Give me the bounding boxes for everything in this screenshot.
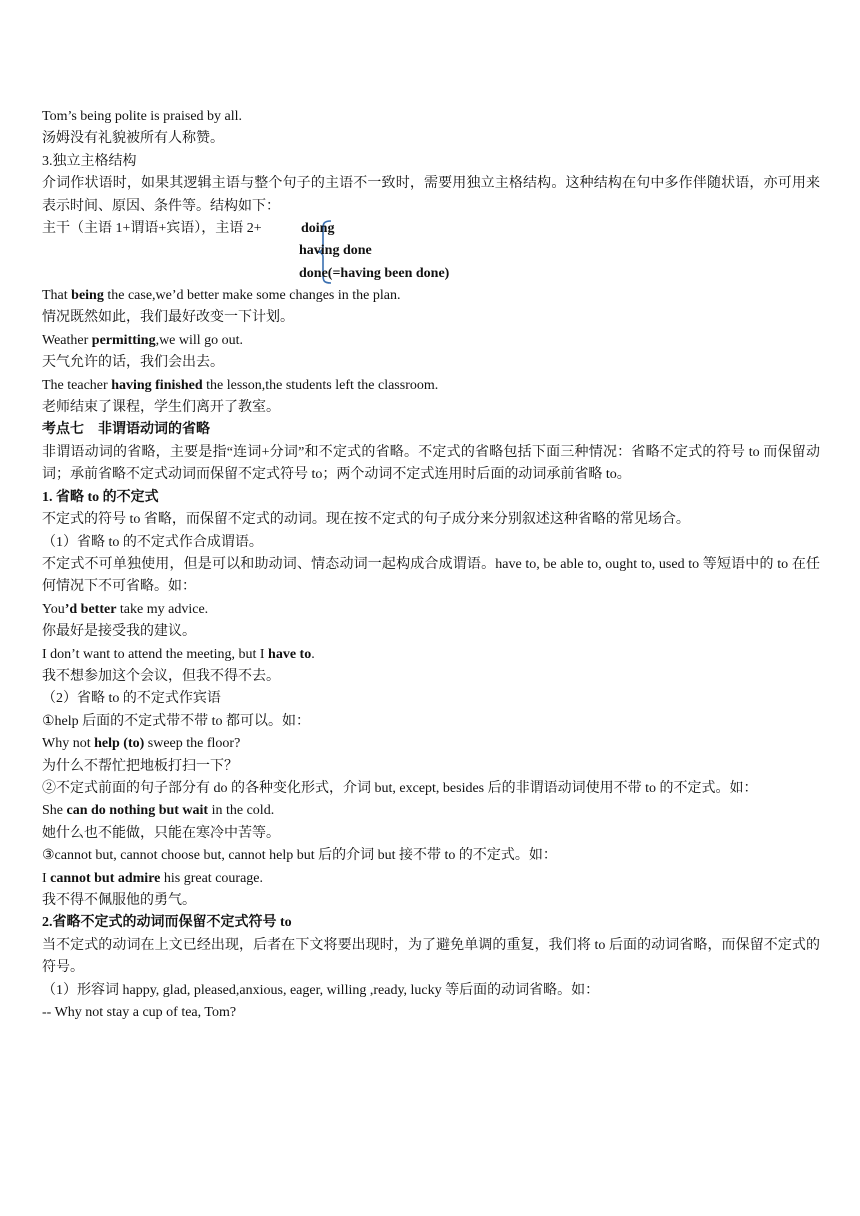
- example-translation: 汤姆没有礼貌被所有人称赞。: [42, 131, 224, 147]
- example-sentence: Tom’s being polite is praised by all.: [42, 109, 243, 124]
- section-heading: 3.独立主格结构: [42, 153, 137, 169]
- example-sentence: Weather permitting,we will go out.: [42, 332, 244, 348]
- example-translation: 老师结束了课程，学生们离开了教室。: [42, 400, 280, 416]
- example-sentence: I cannot but admire his great courage.: [42, 870, 263, 886]
- sub-point: （2）省略 to 的不定式作宾语: [42, 691, 221, 707]
- sub-point: （1）省略 to 的不定式作合成谓语。: [42, 534, 263, 550]
- example-sentence: -- Why not stay a cup of tea, Tom?: [42, 1005, 237, 1021]
- example-translation: 我不得不佩服他的勇气。: [42, 893, 196, 908]
- example-sentence: That being the case,we’d better make some changes in the plan.: [42, 288, 401, 304]
- example-translation: 天气允许的话，我们会出去。: [42, 355, 224, 371]
- subsection-heading: 2.省略不定式的动词而保留不定式符号 to: [42, 915, 292, 931]
- example-translation: 为什么不帮忙把地板打扫一下？: [42, 758, 238, 774]
- paragraph: 非谓语动词的省略，主要是指“连词+分词”和不定式的省略。不定式的省略包括下面三种情况：省略不定式的符号 to 而保留动词；承前省略不定式动词而保留不定式符号 to；两个动词不定式连用时后面的动词承前省略 to。: [42, 444, 820, 483]
- subsection-heading: 1. 省略 to 的不定式: [42, 489, 159, 505]
- rule-item: ③cannot but, cannot choose but, cannot help but 后的介词 but 接不带 to 的不定式。如：: [42, 848, 557, 864]
- example-sentence: Why not help (to) sweep the floor?: [42, 736, 241, 752]
- example-translation: 她什么也不能做，只能在寒冷中苦等。: [42, 825, 280, 841]
- rule-item: ①help 后面的不定式带不带 to 都可以。如：: [42, 713, 311, 729]
- structure-formula: [42, 218, 820, 285]
- formula-option: having done: [299, 243, 372, 259]
- rule-item: ②不定式前面的句子部分有 do 的各种变化形式，介词 but, except, besides 后的非谓语动词使用不带 to 的不定式。如：: [42, 780, 758, 796]
- sub-point: （1）形容词 happy, glad, pleased,anxious, eager, willing ,ready, lucky 等后面的动词省略。如：: [42, 982, 600, 998]
- example-translation: 我不想参加这个会议，但我不得不去。: [42, 668, 280, 684]
- example-sentence: I don’t want to attend the meeting, but I have to.: [42, 646, 315, 662]
- paragraph: 不定式不可单独使用，但是可以和助动词、情态动词一起构成合成谓语。have to, be able to, ought to, used to 等短语中的 to 在任何情况下不可省略。如：: [42, 556, 820, 595]
- example-sentence: The teacher having finished the lesson,the students left the classroom.: [42, 377, 439, 393]
- example-sentence: You’d better take my advice.: [42, 601, 209, 617]
- paragraph: 不定式的符号 to 省略，而保留不定式的动词。现在按不定式的句子成分来分别叙述这种省略的常见场合。: [42, 512, 690, 528]
- example-translation: 情况既然如此，我们最好改变一下计划。: [42, 310, 294, 326]
- paragraph: 当不定式的动词在上文已经出现，后者在下文将要出现时，为了避免单调的重复，我们将 to 后面的动词省略，而保留不定式的符号。: [42, 937, 820, 976]
- document-body: [42, 106, 820, 1024]
- section-heading: 考点七 非谓语动词的省略: [42, 422, 210, 438]
- formula-option: doing: [301, 221, 335, 237]
- paragraph: 介词作状语时，如果其逻辑主语与整个句子的主语不一致时，需要用独立主格结构。这种结构在句中多作伴随状语，亦可用来表示时间、原因、条件等。结构如下：: [42, 176, 820, 214]
- example-translation: 你最好是接受我的建议。: [42, 624, 196, 640]
- formula-option: done(=having been done): [299, 265, 450, 281]
- example-sentence: She can do nothing but wait in the cold.: [42, 803, 275, 819]
- formula-lead: 主干（主语 1+谓语+宾语），主语 2+: [42, 221, 262, 237]
